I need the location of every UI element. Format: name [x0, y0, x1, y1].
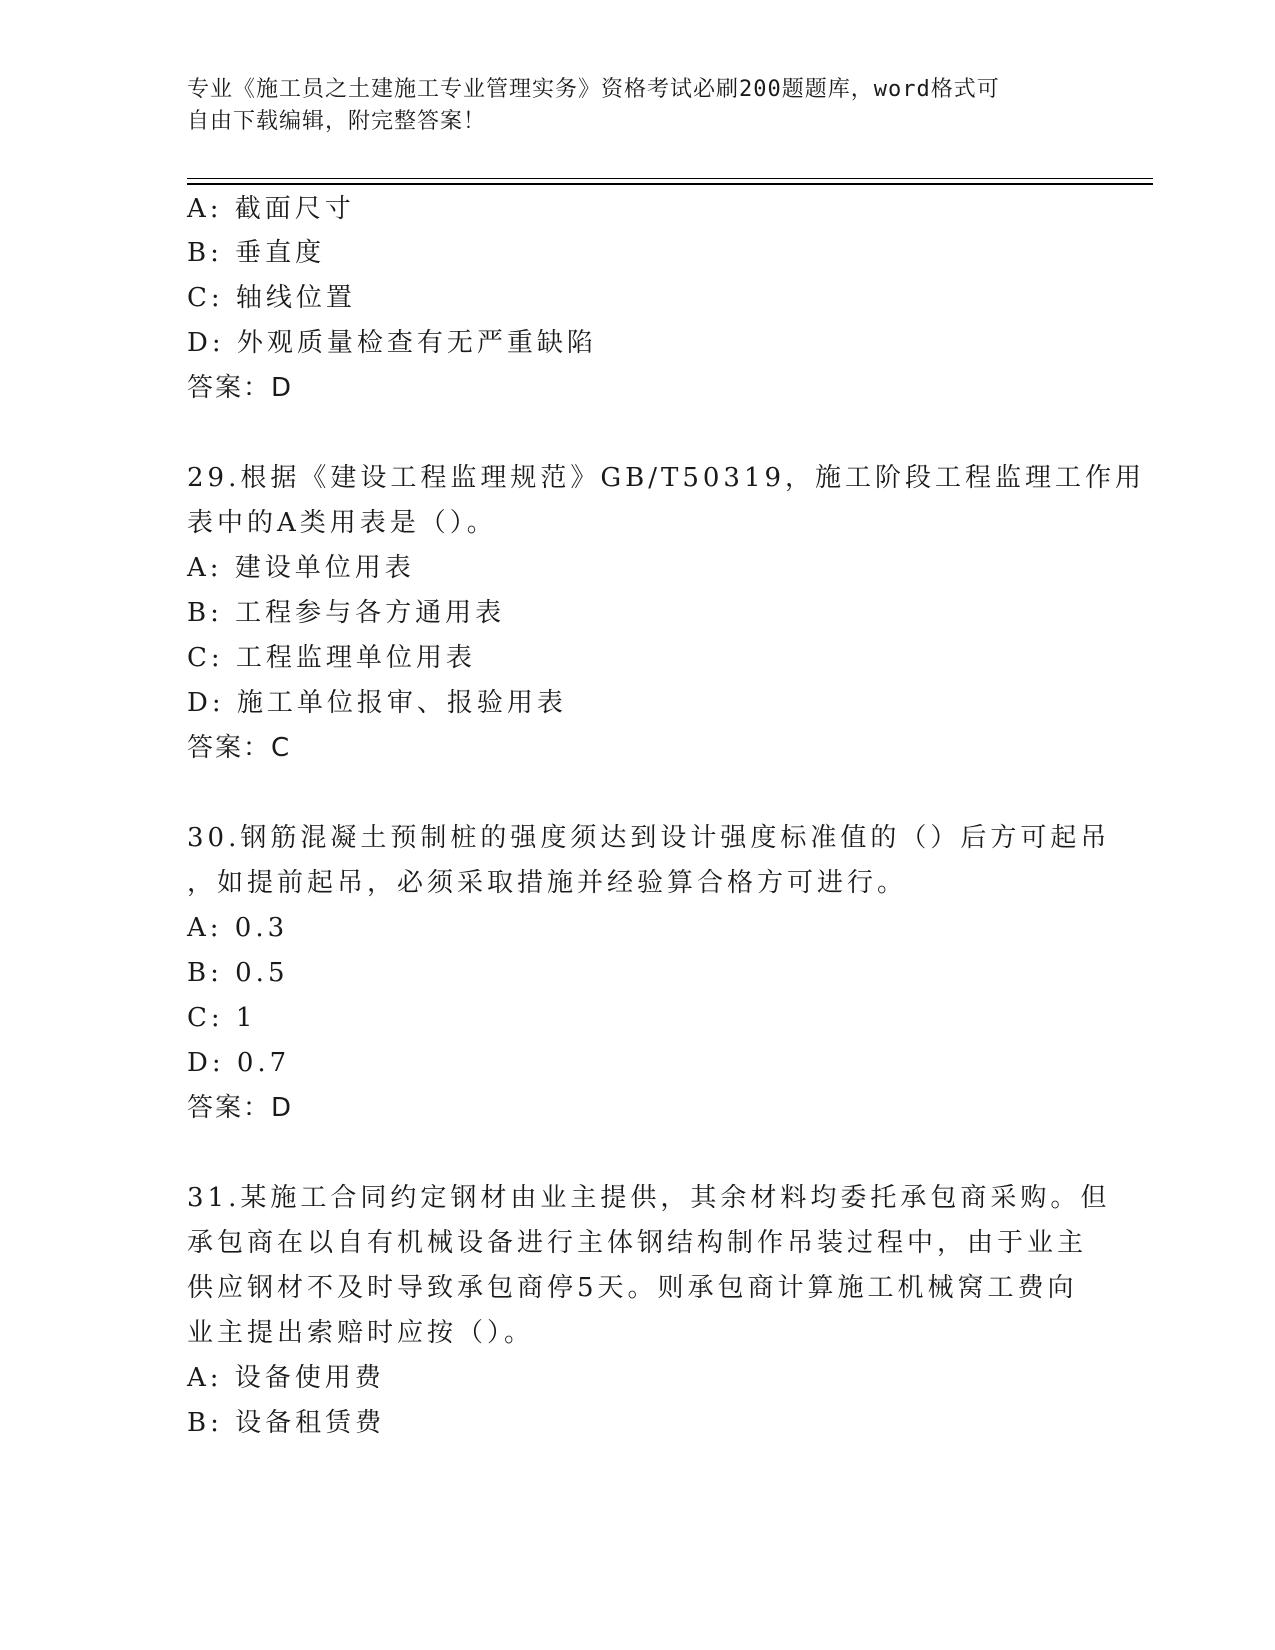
q28-answer: 答案：D: [187, 373, 294, 403]
q30-answer: 答案：D: [187, 1093, 294, 1123]
q29-stem-line-2: 表中的A类用表是（）。: [187, 508, 497, 538]
q31-stem-line-4: 业主提出索赔时应按（）。: [187, 1318, 535, 1348]
document-header: [187, 74, 1067, 138]
q28-option-d: D: 外观质量检查有无严重缺陷: [187, 328, 597, 358]
q31-option-a: A: 设备使用费: [187, 1363, 385, 1393]
q30-option-a: A: 0.3: [187, 913, 289, 943]
q30-stem-line-1: 30.钢筋混凝土预制桩的强度须达到设计强度标准值的（）后方可起吊: [187, 823, 1111, 853]
q28-option-c: C: 轴线位置: [187, 283, 356, 313]
header-line-1: 专业《施工员之土建施工专业管理实务》资格考试必刷200题题库，word格式可: [187, 77, 1000, 102]
q29-option-d: D: 施工单位报审、报验用表: [187, 688, 567, 718]
q29-option-c: C: 工程监理单位用表: [187, 643, 476, 673]
q30-option-c: C: 1: [187, 1003, 257, 1033]
header-line-2: 自由下载编辑，附完整答案！: [187, 109, 487, 134]
q29-option-b: B: 工程参与各方通用表: [187, 598, 506, 628]
q31-stem-line-3: 供应钢材不及时导致承包商停5天。则承包商计算施工机械窝工费向: [187, 1273, 1078, 1303]
q29-option-a: A: 建设单位用表: [187, 553, 415, 583]
q31-stem-line-2: 承包商在以自有机械设备进行主体钢结构制作吊装过程中，由于业主: [187, 1228, 1088, 1258]
q30-option-b: B: 0.5: [187, 958, 289, 988]
header-divider-thin: [187, 178, 1153, 179]
q28-option-b: B: 垂直度: [187, 238, 326, 268]
q31-option-b: B: 设备租赁费: [187, 1408, 386, 1438]
q30-option-d: D: 0.7: [187, 1048, 291, 1078]
q29-stem-line-1: 29.根据《建设工程监理规范》GB/T50319，施工阶段工程监理工作用: [187, 463, 1146, 493]
q30-stem-line-2: ，如提前起吊，必须采取措施并经验算合格方可进行。: [187, 868, 908, 898]
q28-option-a: A: 截面尺寸: [187, 194, 355, 224]
q31-stem-line-1: 31.某施工合同约定钢材由业主提供，其余材料均委托承包商采购。但: [187, 1183, 1111, 1213]
header-divider-thick: [187, 183, 1153, 185]
q29-answer: 答案：C: [187, 733, 292, 763]
